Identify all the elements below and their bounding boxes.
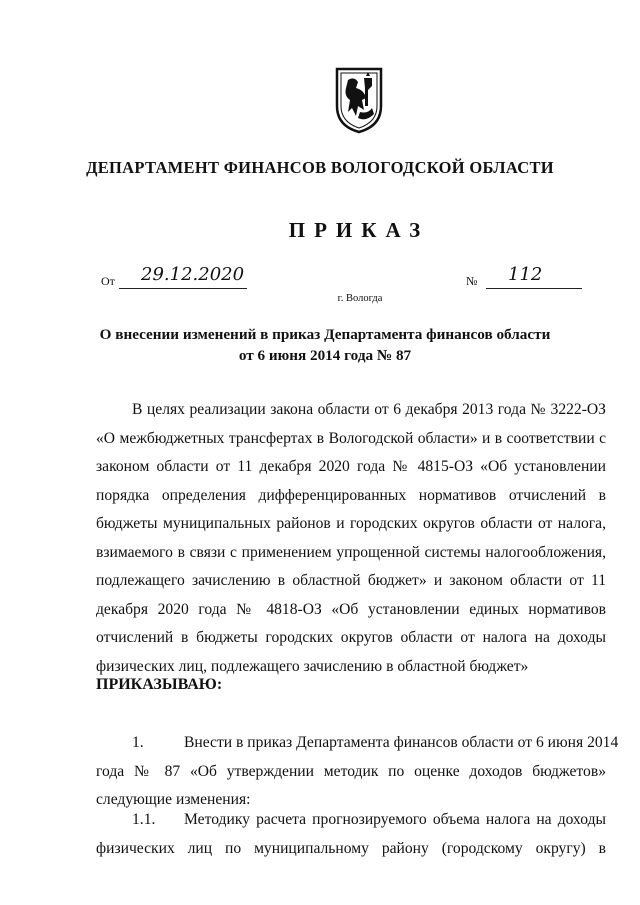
subject-line-1: О внесении изменений в приказ Департамента финансов области — [99, 326, 551, 343]
preamble-line: В целях реализации закона области от 6 декабря 2013 года № 3222-ОЗ — [132, 401, 606, 418]
document-subject — [96, 324, 554, 366]
preamble-line: бюджеты муниципальных районов и городских округов области от налога, — [96, 515, 606, 532]
item-1-line-2: года № 87 «Об утверждении методик по оценке доходов бюджетов» — [96, 762, 606, 780]
preamble-line: законом области от 11 декабря 2020 года № 4815-ОЗ «Об установлении — [96, 458, 606, 475]
item-1-line-1 — [96, 730, 619, 759]
preamble-line: порядка определения дифференцированных нормативов отчислений в — [96, 486, 606, 504]
document-type-title: ПРИКАЗ — [288, 218, 430, 242]
department-name: ДЕПАРТАМЕНТ ФИНАНСОВ ВОЛОГОДСКОЙ ОБЛАСТИ — [86, 158, 554, 177]
preamble-paragraph — [96, 396, 606, 681]
item-1-text-1: Внести в приказ Департамента финансов области от 6 июня 2014 — [184, 734, 619, 751]
preamble-line: физических лиц, подлежащего зачислению в областной бюджет» — [96, 657, 529, 675]
preamble-line: декабря 2020 года № 4818-ОЗ «Об установлении единых нормативов — [96, 600, 606, 618]
city-label: г. Вологда — [337, 293, 383, 304]
number-value: 112 — [508, 264, 543, 285]
order-item-1 — [96, 730, 619, 816]
item-1-line-3: следующие изменения: — [96, 791, 251, 808]
preamble-line: «О межбюджетных трансфертах в Вологодской области» и в соответствии с — [96, 429, 606, 447]
number-label: № — [466, 274, 478, 288]
number-underline — [486, 288, 582, 289]
item-1-1-line-1 — [96, 806, 606, 835]
item-1-1-number: 1.1. — [132, 811, 156, 828]
date-underline — [119, 288, 247, 289]
preamble-line: отчислений в бюджеты городских округов области от налога на доходы — [96, 629, 606, 646]
item-1-1-text-1: Методику расчета прогнозируемого объема налога на доходы — [184, 811, 606, 828]
subject-line-2: от 6 июня 2014 года № 87 — [238, 347, 412, 364]
date-value: 29.12.2020 — [141, 264, 245, 285]
item-1-1-line-2: физических лиц по муниципальному району (городскому округу) в — [96, 839, 606, 857]
date-label: От — [101, 274, 115, 288]
preamble-line: подлежащего зачислению в областной бюджет» и законом области от 11 — [96, 572, 606, 589]
vologda-coat-of-arms-icon — [334, 66, 384, 134]
preamble-line: взимаемого в связи с применением упрощенной системы налогообложения, — [96, 543, 606, 561]
order-item-1-1 — [96, 806, 606, 863]
order-heading: ПРИКАЗЫВАЮ: — [96, 676, 223, 693]
item-1-number: 1. — [132, 734, 144, 751]
